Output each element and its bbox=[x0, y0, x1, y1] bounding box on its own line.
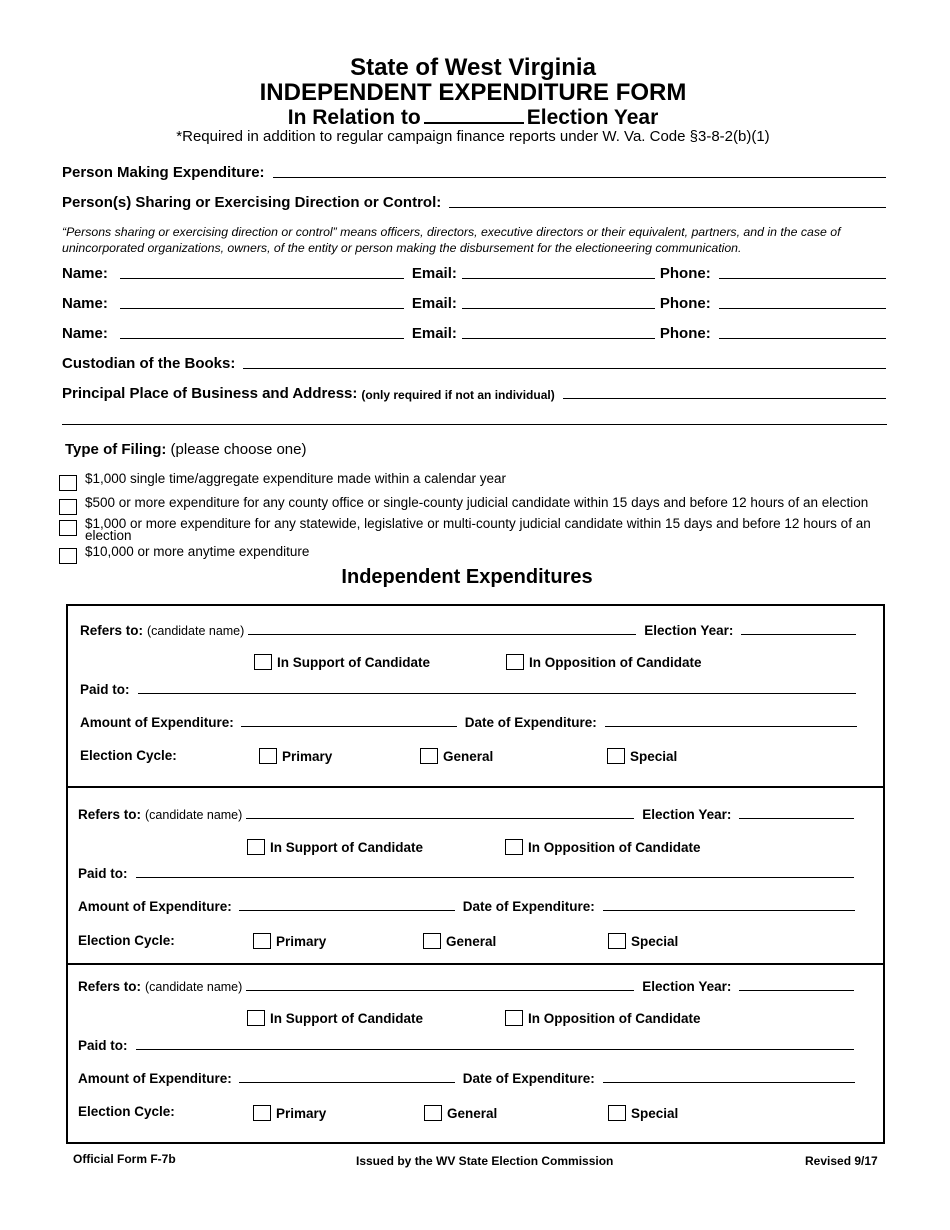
primary-checkbox[interactable] bbox=[253, 1105, 271, 1121]
amount-label: Amount of Expenditure: bbox=[80, 715, 234, 730]
amount-field[interactable] bbox=[239, 909, 455, 911]
primary-checkbox[interactable] bbox=[253, 933, 271, 949]
election-year-field[interactable] bbox=[741, 633, 856, 635]
filing-option[interactable] bbox=[59, 546, 889, 564]
required-note: *Required in addition to regular campaign finance reports under W. Va. Code §3-8-2(b)(1) bbox=[176, 128, 770, 145]
support-checkbox[interactable] bbox=[254, 654, 272, 670]
filing-checkbox[interactable] bbox=[59, 520, 77, 536]
support-checkbox[interactable] bbox=[247, 1010, 265, 1026]
issued-by: Issued by the WV State Election Commission bbox=[356, 1154, 614, 1168]
refers-to-row bbox=[80, 623, 856, 638]
amount-label: Amount of Expenditure: bbox=[78, 1071, 232, 1086]
amount-label: Amount of Expenditure: bbox=[78, 899, 232, 914]
date-label: Date of Expenditure: bbox=[462, 899, 595, 914]
opposition-label: In Opposition of Candidate bbox=[528, 1010, 701, 1026]
phone-label: Phone: bbox=[659, 295, 711, 312]
custodian-field[interactable] bbox=[243, 367, 886, 369]
email-label: Email: bbox=[411, 325, 457, 342]
name-label: Name: bbox=[62, 325, 108, 342]
special-checkbox[interactable] bbox=[608, 1105, 626, 1121]
refers-to-label: Refers to: bbox=[78, 979, 142, 994]
person-making-label: Person Making Expenditure: bbox=[62, 164, 265, 181]
primary-label: Primary bbox=[276, 933, 327, 949]
election-year-blank[interactable] bbox=[424, 104, 524, 124]
primary-label: Primary bbox=[276, 1105, 327, 1121]
support-checkbox[interactable] bbox=[247, 839, 265, 855]
opposition-option[interactable] bbox=[505, 839, 701, 855]
support-label: In Support of Candidate bbox=[277, 654, 430, 670]
email-field[interactable] bbox=[462, 307, 655, 309]
principal-place-label: Principal Place of Business and Address: bbox=[62, 385, 358, 402]
filing-option-label: $1,000 or more expenditure for any statewide, legislative or multi-county judicial candidate within 15 days and before 12 hours of an election bbox=[85, 516, 871, 543]
general-option[interactable] bbox=[424, 1105, 497, 1121]
opposition-label: In Opposition of Candidate bbox=[528, 839, 701, 855]
person-making-field[interactable] bbox=[273, 176, 886, 178]
election-year-label: Election Year: bbox=[642, 807, 732, 822]
paid-to-row bbox=[78, 1038, 854, 1053]
divider bbox=[66, 786, 885, 788]
amount-date-row bbox=[80, 715, 857, 730]
opposition-option[interactable] bbox=[506, 654, 702, 670]
cycle-label: Election Cycle: bbox=[78, 933, 175, 948]
general-option[interactable] bbox=[420, 748, 493, 764]
paid-to-field[interactable] bbox=[136, 876, 855, 878]
support-option[interactable] bbox=[247, 839, 423, 855]
form-title: INDEPENDENT EXPENDITURE FORM bbox=[259, 79, 687, 106]
name-field[interactable] bbox=[120, 337, 404, 339]
filing-checkbox[interactable] bbox=[59, 475, 77, 491]
type-of-filing bbox=[65, 441, 306, 458]
date-field[interactable] bbox=[603, 1081, 855, 1083]
custodian-label: Custodian of the Books: bbox=[62, 355, 236, 372]
filing-option[interactable] bbox=[59, 473, 889, 491]
election-year-label: Election Year: bbox=[642, 979, 732, 994]
email-field[interactable] bbox=[462, 277, 655, 279]
special-label: Special bbox=[630, 748, 678, 764]
opposition-checkbox[interactable] bbox=[506, 654, 524, 670]
general-label: General bbox=[443, 748, 494, 764]
person-making-row bbox=[62, 164, 886, 181]
candidate-name-field[interactable] bbox=[248, 633, 636, 635]
state-title: State of West Virginia bbox=[350, 54, 596, 81]
opposition-checkbox[interactable] bbox=[505, 1010, 523, 1026]
election-year-label: Election Year: bbox=[644, 623, 734, 638]
persons-sharing-row bbox=[62, 194, 886, 211]
amount-field[interactable] bbox=[241, 725, 457, 727]
date-label: Date of Expenditure: bbox=[464, 715, 597, 730]
special-option[interactable] bbox=[608, 933, 678, 949]
form-id: Official Form F-7b bbox=[73, 1152, 176, 1166]
special-label: Special bbox=[631, 933, 679, 949]
opposition-checkbox[interactable] bbox=[505, 839, 523, 855]
name-label: Name: bbox=[62, 295, 108, 312]
election-year-heading bbox=[0, 104, 946, 130]
filing-checkbox[interactable] bbox=[59, 548, 77, 564]
contact-row bbox=[62, 265, 886, 282]
principal-place-field-line2[interactable] bbox=[62, 424, 887, 425]
cycle-label: Election Cycle: bbox=[80, 748, 177, 763]
cycle-label: Election Cycle: bbox=[78, 1104, 175, 1119]
relation-suffix: Election Year bbox=[526, 106, 659, 129]
paid-to-row bbox=[80, 682, 856, 697]
relation-prefix: In Relation to bbox=[287, 106, 421, 129]
support-option[interactable] bbox=[247, 1010, 423, 1026]
contact-row bbox=[62, 295, 886, 312]
special-option[interactable] bbox=[608, 1105, 678, 1121]
definition-note: “Persons sharing or exercising direction or control” means officers, directors, executive directors or their equivalent, partners, and in the case of unincorporated organizations, owners, of the entity or person making the disbursement for the electioneering communication. bbox=[62, 225, 841, 255]
candidate-name-field[interactable] bbox=[246, 989, 634, 991]
opposition-option[interactable] bbox=[505, 1010, 701, 1026]
candidate-name-field[interactable] bbox=[246, 817, 634, 819]
phone-label: Phone: bbox=[659, 265, 711, 282]
special-option[interactable] bbox=[607, 748, 677, 764]
filing-option-label: $1,000 single time/aggregate expenditure made within a calendar year bbox=[85, 471, 507, 486]
date-field[interactable] bbox=[603, 909, 855, 911]
paid-to-label: Paid to: bbox=[78, 1038, 128, 1053]
amount-date-row bbox=[78, 899, 855, 914]
email-label: Email: bbox=[411, 265, 457, 282]
refers-to-label: Refers to: bbox=[78, 807, 142, 822]
principal-place-row bbox=[62, 385, 886, 402]
filing-option-label: $500 or more expenditure for any county office or single-county judicial candidate within 15 days and before 12 hours of an election bbox=[85, 495, 869, 510]
principal-place-field[interactable] bbox=[563, 397, 886, 399]
support-label: In Support of Candidate bbox=[270, 1010, 423, 1026]
candidate-name-hint: (candidate name) bbox=[147, 624, 245, 638]
email-field[interactable] bbox=[462, 337, 655, 339]
date-label: Date of Expenditure: bbox=[462, 1071, 595, 1086]
general-checkbox[interactable] bbox=[423, 933, 441, 949]
support-label: In Support of Candidate bbox=[270, 839, 423, 855]
general-option[interactable] bbox=[423, 933, 496, 949]
amount-date-row bbox=[78, 1071, 855, 1086]
email-label: Email: bbox=[411, 295, 457, 312]
refers-to-row bbox=[78, 979, 854, 994]
general-checkbox[interactable] bbox=[420, 748, 438, 764]
filing-option-label: $10,000 or more anytime expenditure bbox=[85, 544, 310, 559]
date-field[interactable] bbox=[605, 725, 857, 727]
refers-to-label: Refers to: bbox=[80, 623, 144, 638]
special-checkbox[interactable] bbox=[608, 933, 626, 949]
primary-option[interactable] bbox=[253, 1105, 326, 1121]
opposition-label: In Opposition of Candidate bbox=[529, 654, 702, 670]
primary-checkbox[interactable] bbox=[259, 748, 277, 764]
paid-to-label: Paid to: bbox=[80, 682, 130, 697]
election-year-field[interactable] bbox=[739, 989, 854, 991]
support-option[interactable] bbox=[254, 654, 430, 670]
paid-to-label: Paid to: bbox=[78, 866, 128, 881]
phone-field[interactable] bbox=[719, 307, 886, 309]
principal-place-note: (only required if not an individual) bbox=[361, 388, 555, 402]
paid-to-row bbox=[78, 866, 854, 881]
special-checkbox[interactable] bbox=[607, 748, 625, 764]
phone-label: Phone: bbox=[659, 325, 711, 342]
primary-option[interactable] bbox=[253, 933, 326, 949]
general-label: General bbox=[446, 933, 497, 949]
persons-sharing-label: Person(s) Sharing or Exercising Direction or Control: bbox=[62, 194, 442, 211]
phone-field[interactable] bbox=[719, 277, 886, 279]
contact-row bbox=[62, 325, 886, 342]
primary-option[interactable] bbox=[259, 748, 332, 764]
name-label: Name: bbox=[62, 265, 108, 282]
refers-to-row bbox=[78, 807, 854, 822]
name-field[interactable] bbox=[120, 277, 404, 279]
general-label: General bbox=[447, 1105, 498, 1121]
election-year-field[interactable] bbox=[739, 817, 854, 819]
filing-option[interactable] bbox=[59, 518, 889, 542]
revised-date: Revised 9/17 bbox=[805, 1154, 878, 1168]
candidate-name-hint: (candidate name) bbox=[145, 980, 243, 994]
filing-checkbox[interactable] bbox=[59, 499, 77, 515]
general-checkbox[interactable] bbox=[424, 1105, 442, 1121]
special-label: Special bbox=[631, 1105, 679, 1121]
type-of-filing-hint: (please choose one) bbox=[170, 441, 307, 458]
name-field[interactable] bbox=[120, 307, 404, 309]
custodian-row bbox=[62, 355, 886, 372]
primary-label: Primary bbox=[282, 748, 333, 764]
section-title: Independent Expenditures bbox=[341, 566, 593, 588]
paid-to-field[interactable] bbox=[136, 1048, 855, 1050]
type-of-filing-label: Type of Filing: bbox=[65, 441, 167, 458]
candidate-name-hint: (candidate name) bbox=[145, 808, 243, 822]
amount-field[interactable] bbox=[239, 1081, 455, 1083]
divider bbox=[66, 963, 885, 965]
phone-field[interactable] bbox=[719, 337, 886, 339]
filing-option[interactable] bbox=[59, 497, 889, 515]
persons-sharing-field[interactable] bbox=[449, 206, 886, 208]
paid-to-field[interactable] bbox=[138, 692, 857, 694]
